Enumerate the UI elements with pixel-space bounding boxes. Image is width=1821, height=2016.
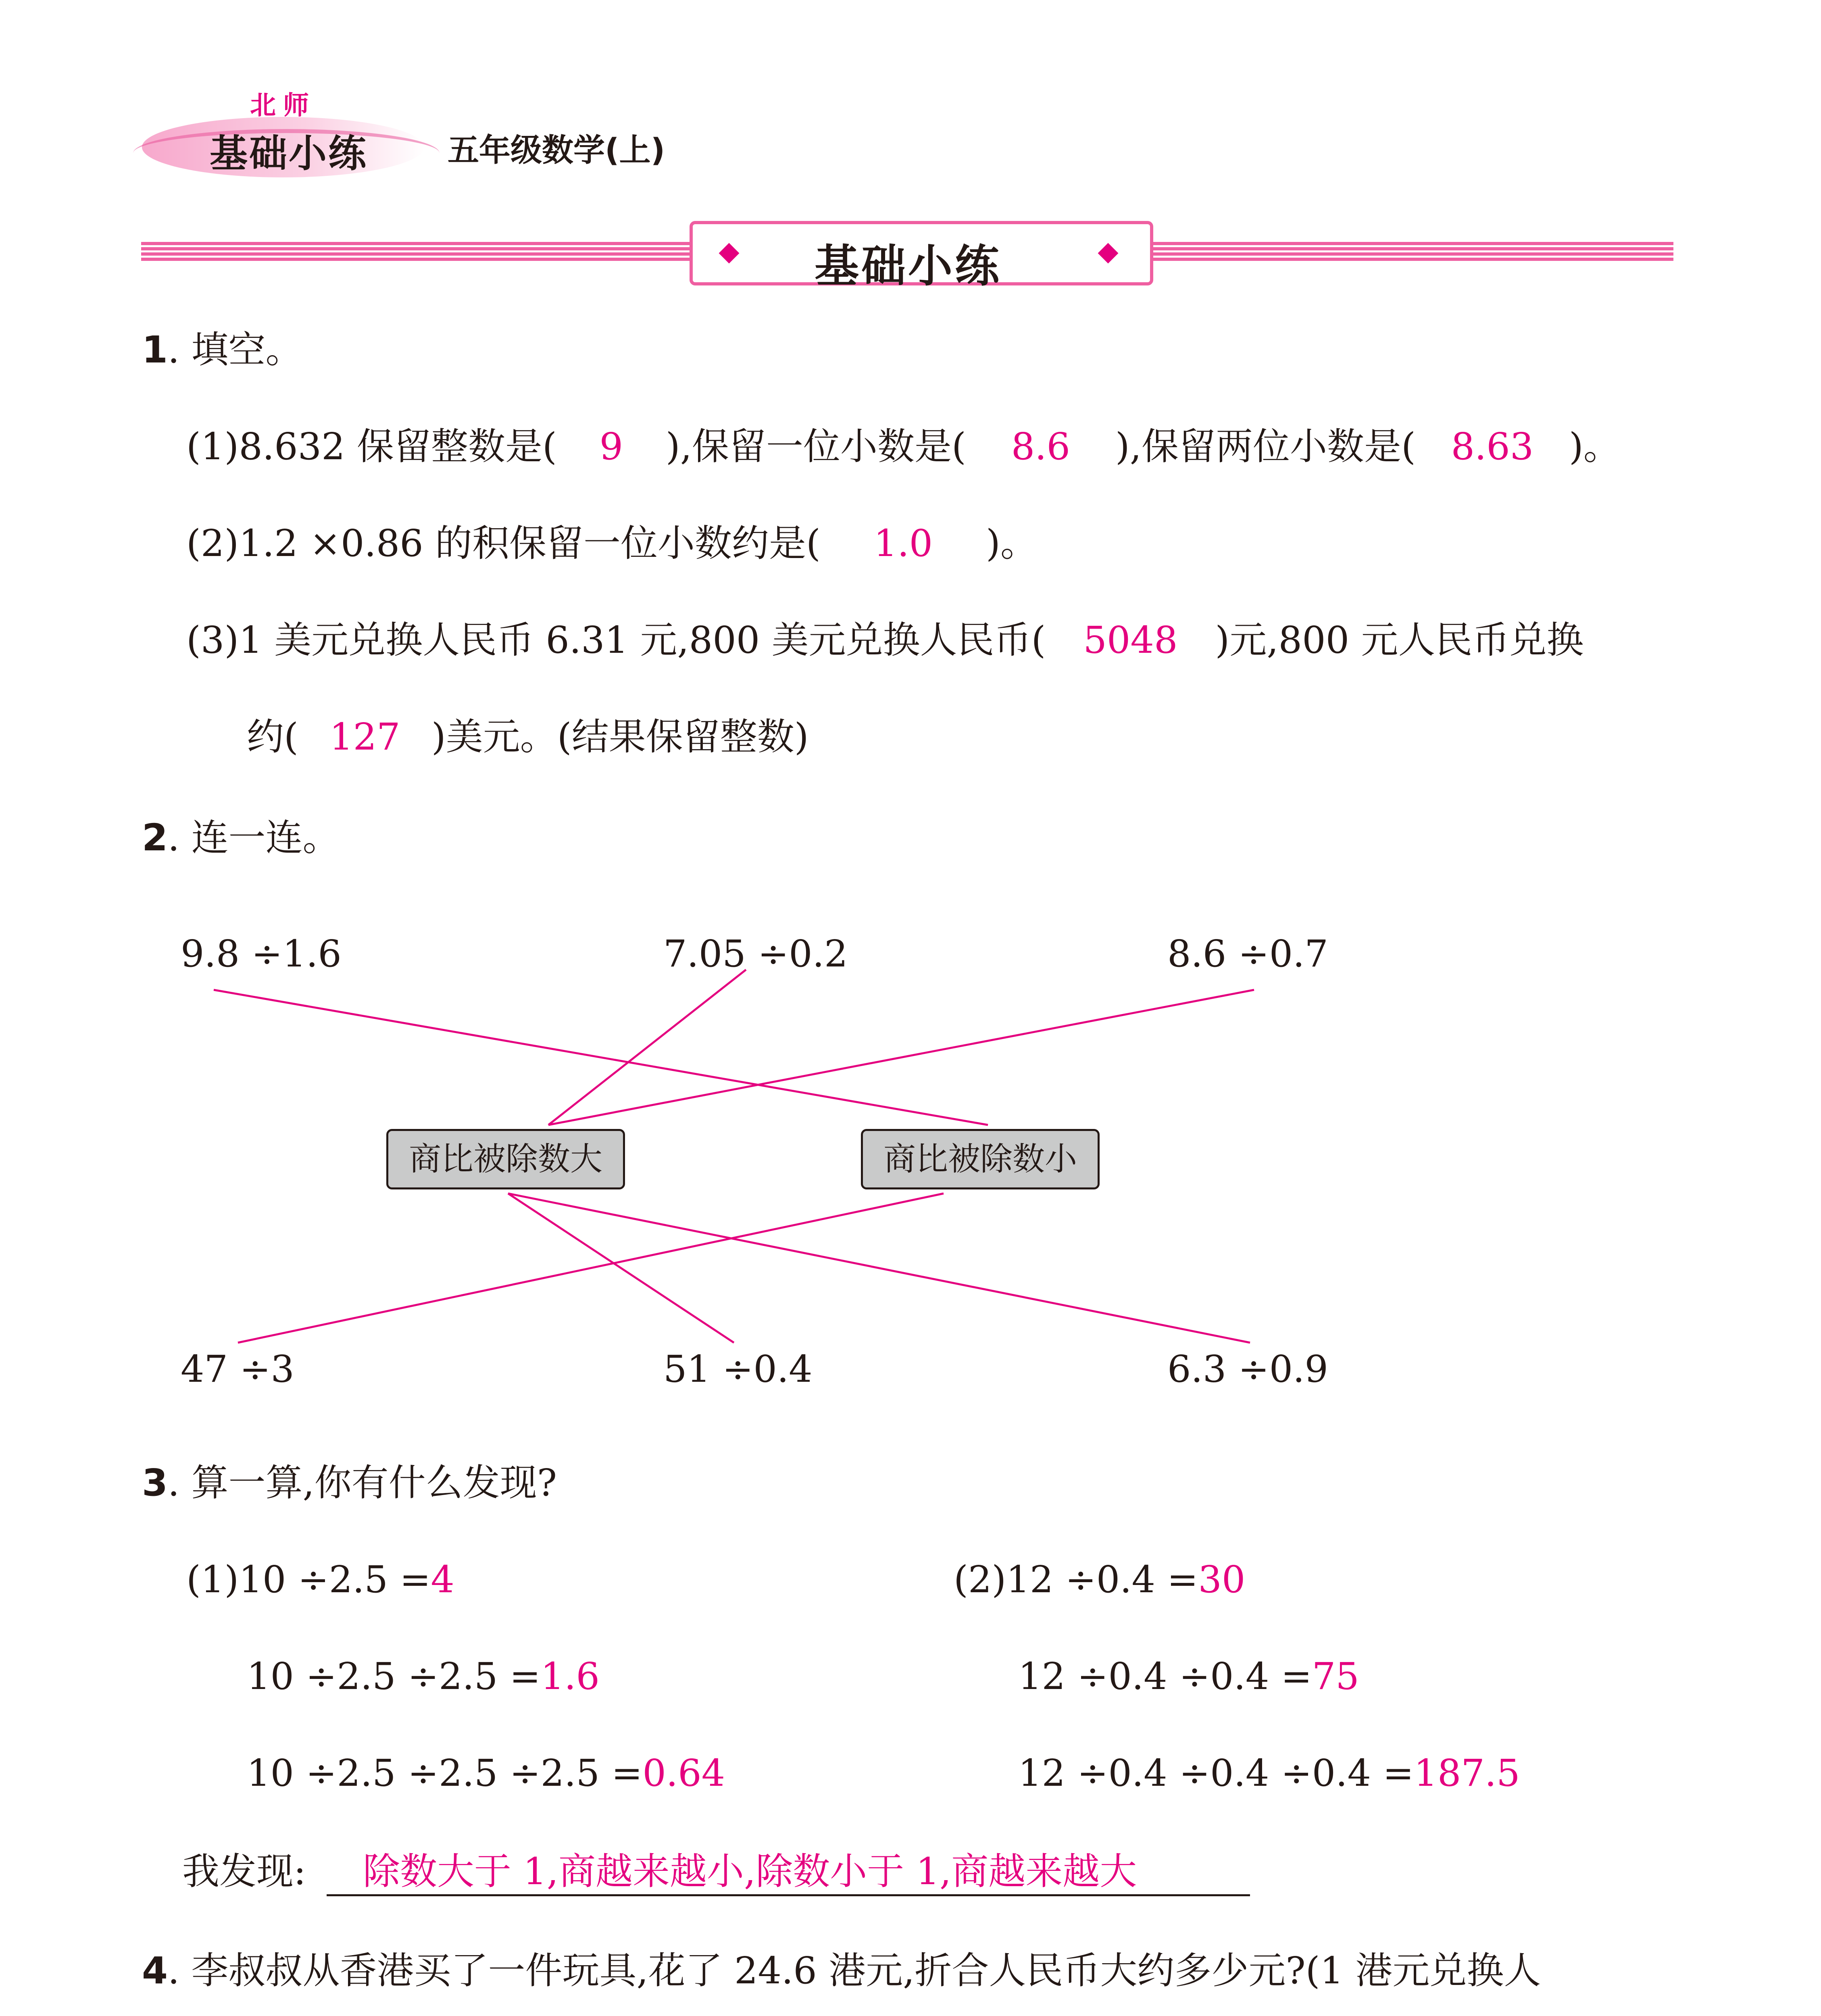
answer-value: 8.6	[1011, 425, 1071, 468]
connection-line	[238, 1193, 944, 1343]
question-3-heading	[142, 1461, 557, 1504]
q1-part2-text: (2)1.2 ×0.86 的积保留一位小数约是(	[186, 522, 821, 565]
calc-row	[247, 1655, 600, 1698]
calc-answer: 0.64	[642, 1752, 725, 1795]
calc-expression: 12 ÷0.4 ÷0.4 ÷0.4 =	[1018, 1752, 1414, 1795]
calc-expression: 12 ÷0.4 ÷0.4 =	[1018, 1655, 1312, 1698]
calc-answer: 30	[1198, 1558, 1246, 1601]
q1-part1-text: ),保留两位小数是(	[1115, 425, 1416, 468]
q1-part1-text: (1)8.632 保留整数是(	[186, 425, 557, 468]
discover-answer: 除数大于 1,商越来越小,除数小于 1,商越来越大	[363, 1850, 1137, 1893]
discover-label: 我发现:	[182, 1850, 306, 1893]
q1-part1-text: ),保留一位小数是(	[665, 425, 966, 468]
calc-expression: (1)10 ÷2.5 =	[186, 1558, 431, 1601]
question-title: . 算一算,你有什么发现?	[168, 1461, 557, 1504]
calc-answer: 75	[1312, 1655, 1359, 1698]
q1-part1-text: )。	[1569, 425, 1621, 468]
section-title: 基础小练	[815, 240, 1002, 292]
calc-expression: 10 ÷2.5 ÷2.5 =	[247, 1655, 541, 1698]
question-4-line1	[142, 1949, 1541, 1992]
connection-line	[548, 970, 746, 1125]
top-expression-1: 9.8 ÷1.6	[181, 932, 342, 975]
calc-row	[1018, 1655, 1359, 1698]
bottom-expression-1: 47 ÷3	[181, 1347, 294, 1391]
q1-part3-text: 约(	[247, 715, 298, 758]
calc-expression: 10 ÷2.5 ÷2.5 ÷2.5 =	[247, 1752, 643, 1795]
connection-line	[214, 990, 988, 1125]
answer-value: 127	[329, 715, 400, 758]
box-quotient-smaller: 商比被除数小	[861, 1129, 1100, 1189]
question-number: 4	[142, 1949, 168, 1992]
question-number: 1	[142, 328, 168, 371]
q1-part3-text: )元,800 元人民币兑换	[1215, 619, 1584, 662]
calc-row	[247, 1752, 725, 1795]
calc-row	[954, 1558, 1246, 1601]
answer-value: 5048	[1083, 619, 1178, 662]
question-text: . 李叔叔从香港买了一件玩具,花了 24.6 港元,折合人民币大约多少元?(1 港元兑换人	[168, 1949, 1541, 1992]
top-expression-3: 8.6 ÷0.7	[1167, 932, 1328, 975]
calc-answer: 4	[431, 1558, 454, 1601]
q1-part3-text: (3)1 美元兑换人民币 6.31 元,800 美元兑换人民币(	[186, 619, 1046, 662]
question-number: 3	[142, 1461, 168, 1504]
bottom-expression-2: 51 ÷0.4	[663, 1347, 813, 1391]
q1-part3-text: )美元。(结果保留整数)	[431, 715, 809, 758]
question-title: . 连一连。	[168, 816, 340, 859]
calc-row	[1018, 1752, 1520, 1795]
calc-answer: 1.6	[540, 1655, 600, 1698]
answer-underline	[327, 1894, 1250, 1896]
answer-value: 9	[599, 425, 623, 468]
connection-line	[548, 990, 1254, 1125]
calc-row	[186, 1558, 454, 1601]
box-quotient-greater: 商比被除数大	[386, 1129, 625, 1189]
top-expression-2: 7.05 ÷0.2	[663, 932, 848, 975]
book-grade-title: 五年级数学(上)	[448, 132, 665, 169]
question-number: 2	[142, 816, 168, 859]
answer-value: 8.63	[1451, 425, 1534, 468]
answer-value: 1.0	[873, 522, 933, 565]
calc-expression: (2)12 ÷0.4 =	[954, 1558, 1198, 1601]
calc-answer: 187.5	[1414, 1752, 1520, 1795]
q1-part2-text: )。	[986, 522, 1038, 565]
logo-series-name: 北师	[250, 91, 316, 121]
bottom-expression-3: 6.3 ÷0.9	[1167, 1347, 1328, 1391]
logo-title: 基础小练	[210, 132, 368, 176]
question-title: . 填空。	[168, 328, 303, 371]
